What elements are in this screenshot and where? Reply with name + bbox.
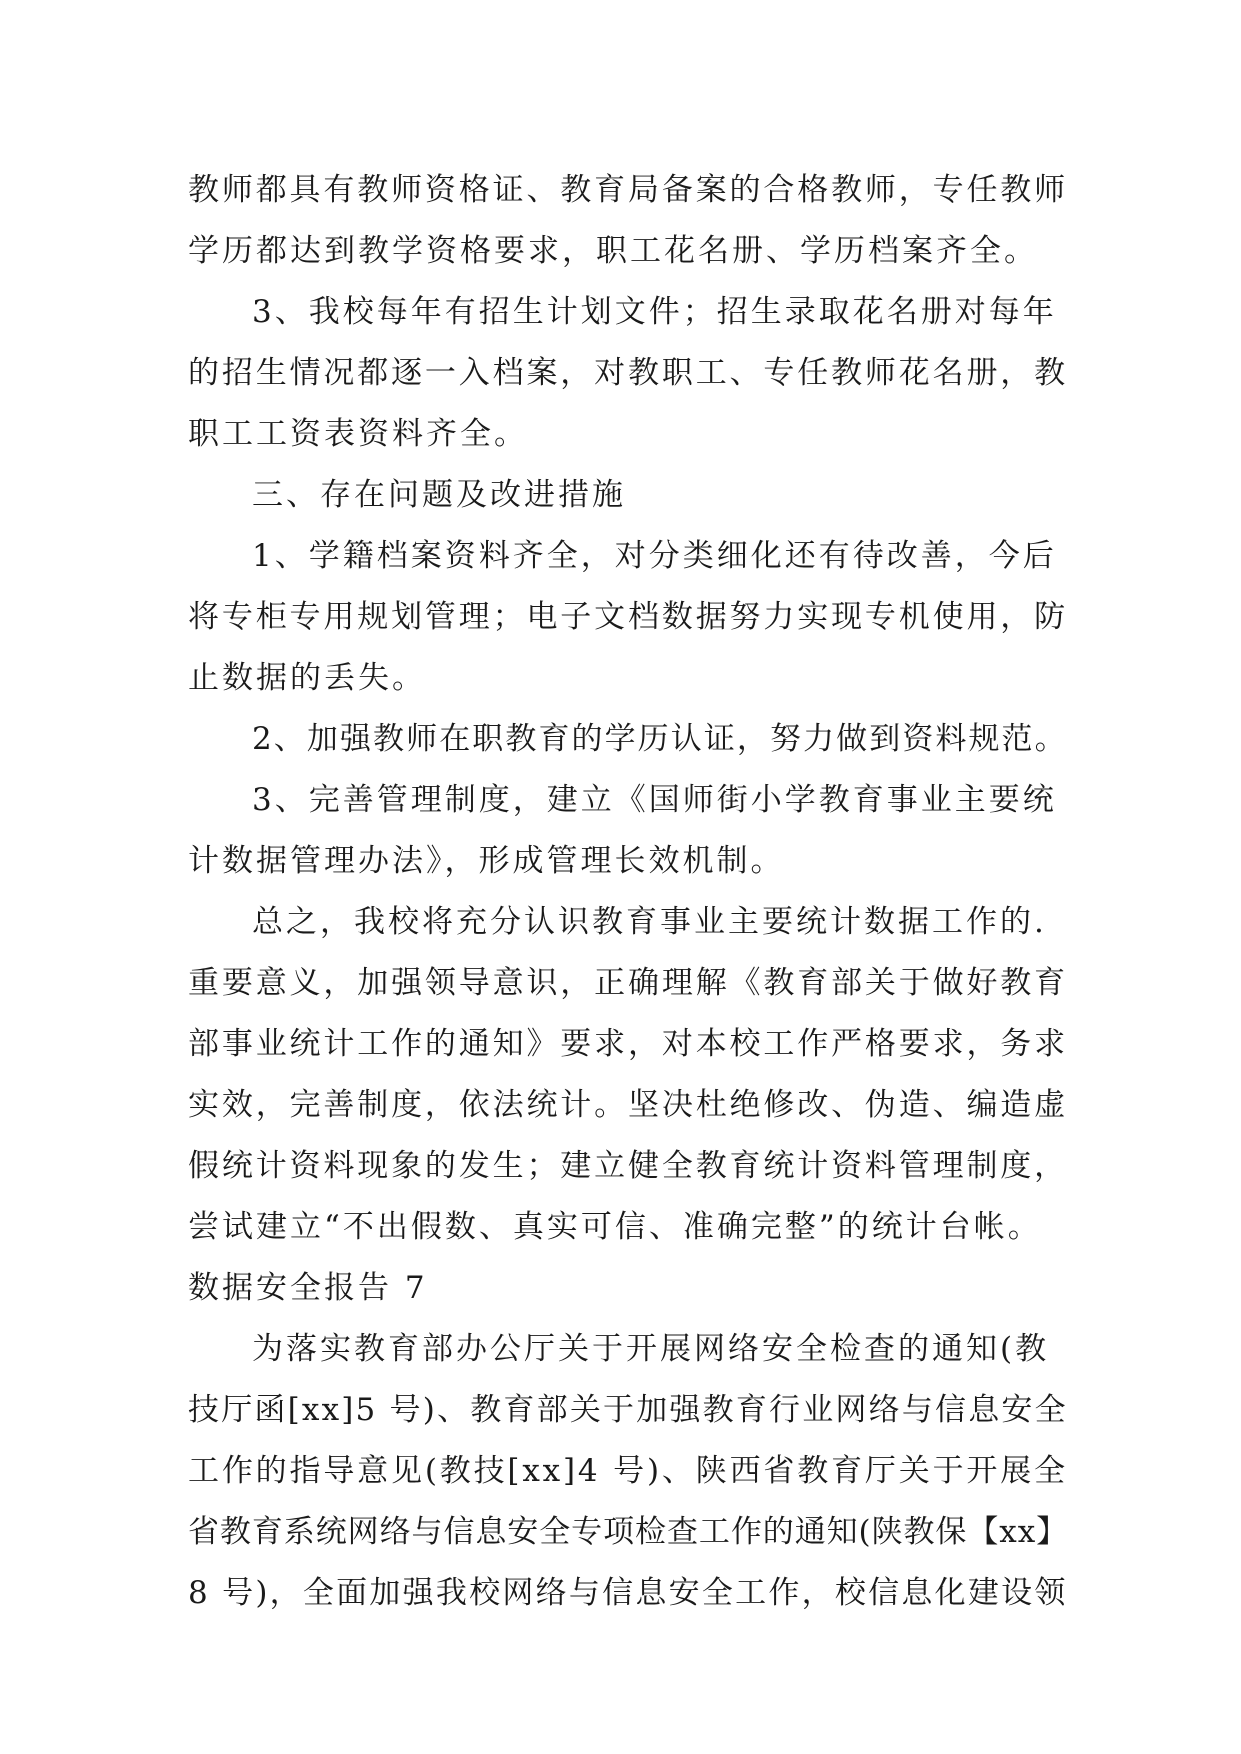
text-line: 3、完善管理制度，建立《国师街小学教育事业主要统 [252, 782, 1057, 818]
text-line: 部事业统计工作的通知》要求，对本校工作严格要求，务求 [188, 1026, 1068, 1062]
text-line: 止数据的丢失。 [188, 660, 426, 696]
text-line: 将专柜专用规划管理；电子文档数据努力实现专机使用，防 [188, 599, 1068, 635]
text-line: 工作的指导意见(教技[xx]4 号)、陕西省教育厅关于开展全 [188, 1453, 1068, 1489]
text-line: 学历都达到教学资格要求，职工花名册、学历档案齐全。 [188, 233, 1038, 269]
text-line: 8 号)，全面加强我校网络与信息安全工作，校信息化建设领 [188, 1575, 1068, 1611]
text-line: 3、我校每年有招生计划文件；招生录取花名册对每年 [252, 294, 1057, 330]
text-line: 技厅函[xx]5 号)、教育部关于加强教育行业网络与信息安全 [188, 1392, 1068, 1428]
text-line: 三、存在问题及改进措施 [252, 477, 626, 513]
text-line: 职工工资表资料齐全。 [188, 416, 528, 452]
document-body [188, 160, 1068, 1624]
text-line: 计数据管理办法》，形成管理长效机制。 [188, 843, 785, 879]
text-line: 数据安全报告 7 [188, 1270, 428, 1306]
text-line: 2、加强教师在职教育的学历认证，努力做到资料规范。 [252, 721, 1068, 757]
text-line: 省教育系统网络与信息安全专项检查工作的通知(陕教保【xx】 [188, 1514, 1069, 1550]
text-line: 重要意义，加强领导意识，正确理解《教育部关于做好教育 [188, 965, 1068, 1001]
text-line: 1、学籍档案资料齐全，对分类细化还有待改善，今后 [252, 538, 1057, 574]
text-line: 假统计资料现象的发生；建立健全教育统计资料管理制度， [188, 1148, 1068, 1184]
text-line: 教师都具有教师资格证、教育局备案的合格教师，专任教师 [188, 172, 1068, 208]
text-line: 的招生情况都逐一入档案，对教职工、专任教师花名册，教 [188, 355, 1068, 391]
text-line: 尝试建立“不出假数、真实可信、准确完整”的统计台帐。 [188, 1209, 1042, 1245]
text-line: 总之，我校将充分认识教育事业主要统计数据工作的. [252, 904, 1047, 940]
text-line: 实效，完善制度，依法统计。坚决杜绝修改、伪造、编造虚 [188, 1087, 1068, 1123]
text-line: 为落实教育部办公厅关于开展网络安全检查的通知(教 [252, 1331, 1050, 1367]
